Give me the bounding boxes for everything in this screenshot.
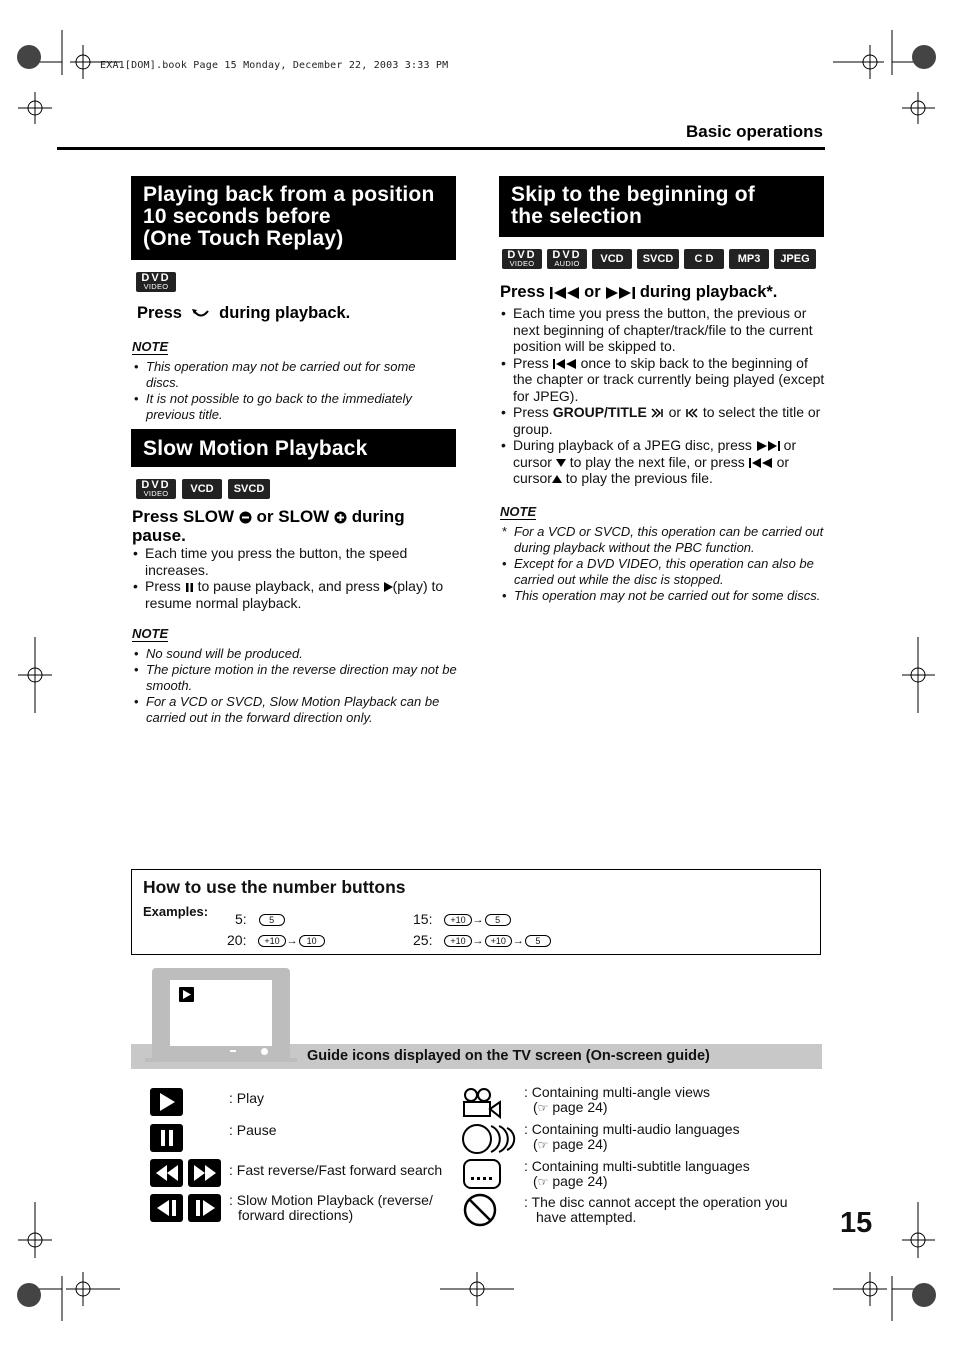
- arrow-icon: →: [512, 935, 524, 948]
- number-buttons-title: How to use the number buttons: [143, 877, 406, 897]
- note-item: • No sound will be produced.: [132, 646, 457, 662]
- note-item: • This operation may not be carried out for some discs.: [500, 588, 826, 604]
- plus10-button: +10: [444, 914, 471, 926]
- number-10-button: 10: [299, 935, 325, 947]
- pause-guide-icon: [150, 1124, 183, 1152]
- note-item: • For a VCD or SVCD, Slow Motion Playback can be carried out in the forward direction only.: [132, 694, 457, 726]
- page-number: 15: [840, 1207, 873, 1239]
- group-title-button-label: GROUP/TITLE: [552, 404, 647, 420]
- replay-title-line2: 10 seconds before: [143, 205, 331, 228]
- skip-title-banner: [499, 176, 824, 237]
- vcd-badge: VCD: [592, 249, 632, 269]
- dvd-audio-badge: DVD AUDIO: [547, 249, 587, 269]
- arrow-icon: →: [472, 914, 484, 927]
- legend-play: : Play: [229, 1090, 265, 1106]
- plus10-button: +10: [485, 935, 512, 947]
- number-buttons-box: [131, 869, 821, 955]
- skip-badges: [502, 249, 816, 269]
- legend-subtitle: : Containing multi-subtitle languages (☞ page 24): [524, 1158, 750, 1189]
- legend-search: : Fast reverse/Fast forward search: [229, 1162, 443, 1178]
- slow-title: Slow Motion Playback: [143, 437, 368, 460]
- replay-badges: [136, 272, 176, 292]
- slow-forward-guide-icon: [188, 1194, 221, 1222]
- plus10-button: +10: [258, 935, 285, 947]
- dvd-video-badge: DVD VIDEO: [136, 272, 176, 292]
- example-5: 5: 5: [235, 911, 285, 927]
- skip-forward-icon: [756, 441, 780, 451]
- replay-title-line1: Playing back from a position: [143, 183, 435, 206]
- file-header: EXA1[DOM].book Page 15 Monday, December 22, 2003 3:33 PM: [100, 60, 449, 71]
- bullet-item: • Press to pause playback, and press (play) to resume normal playback.: [131, 578, 461, 611]
- note-title: NOTE: [500, 504, 537, 519]
- note-item: • Except for a DVD VIDEO, this operation can also be carried out while the disc is stopped.: [500, 556, 826, 588]
- svcd-badge: SVCD: [228, 479, 270, 499]
- header-rule: [57, 147, 825, 150]
- skip-instruction: Press or during playback*.: [500, 283, 778, 301]
- slow-bullets: [131, 545, 461, 611]
- legend-angle: : Containing multi-angle views (☞ page 24): [524, 1084, 710, 1115]
- legend-pause: : Pause: [229, 1122, 277, 1138]
- slow-title-banner: [131, 429, 456, 467]
- replay-title-banner: [131, 176, 456, 260]
- number-5-button: 5: [259, 914, 285, 926]
- skip-forward-icon: [605, 287, 635, 299]
- play-guide-icon: [179, 987, 194, 1002]
- cd-badge: C D: [684, 249, 724, 269]
- play-guide-icon: [150, 1088, 183, 1116]
- replay-instruction: Press during playback.: [137, 304, 351, 322]
- skip-back-icon: [749, 458, 773, 468]
- skip-back-icon: [550, 287, 580, 299]
- slow-instruction: Press SLOW or SLOW during pause.: [132, 507, 405, 545]
- audio-languages-icon: [461, 1123, 517, 1160]
- note-item: • This operation may not be carried out for some discs.: [132, 359, 452, 391]
- example-20: 20: +10 → 10: [227, 932, 325, 948]
- note-item: • The picture motion in the reverse direction may not be smooth.: [132, 662, 457, 694]
- note-title: NOTE: [132, 339, 169, 354]
- legend-audio: : Containing multi-audio languages (☞ page 24): [524, 1121, 740, 1152]
- example-25: 25: +10 → +10 → 5: [413, 932, 551, 948]
- vcd-badge: VCD: [182, 479, 222, 499]
- number-5-button: 5: [485, 914, 511, 926]
- replay-title-line3: (One Touch Replay): [143, 227, 344, 250]
- camera-angle-icon: [462, 1087, 502, 1124]
- skip-note: [500, 503, 826, 604]
- tv-illustration: [152, 968, 290, 1060]
- skip-title-line1: Skip to the beginning of: [511, 183, 755, 206]
- pause-icon: [185, 583, 194, 592]
- bullet-item: • Press once to skip back to the beginning of the chapter or track currently being played (except for JPEG).: [499, 355, 825, 405]
- legend-prohibited: : The disc cannot accept the operation you have attempted.: [524, 1194, 788, 1225]
- prohibited-icon: [463, 1193, 497, 1232]
- bullet-item: • Each time you press the button, the speed increases.: [131, 545, 461, 578]
- dvd-video-badge: DVD VIDEO: [502, 249, 542, 269]
- slow-reverse-button-icon: [239, 511, 252, 524]
- group-next-icon: [651, 408, 665, 418]
- slow-forward-button-icon: [334, 511, 347, 524]
- dvd-video-badge: DVD VIDEO: [136, 479, 176, 499]
- note-item: • It is not possible to go back to the immediately previous title.: [132, 391, 452, 423]
- cursor-down-icon: [556, 459, 566, 467]
- reference-icon: ☞: [537, 1138, 549, 1152]
- cursor-up-icon: [552, 475, 562, 483]
- legend-slow: : Slow Motion Playback (reverse/ forward directions): [229, 1192, 433, 1223]
- fast-forward-guide-icon: [188, 1159, 221, 1187]
- reference-icon: ☞: [537, 1101, 549, 1115]
- number-5-button: 5: [525, 935, 551, 947]
- tv-screen: [170, 980, 272, 1046]
- group-prev-icon: [685, 408, 699, 418]
- fast-reverse-guide-icon: [150, 1159, 183, 1187]
- bullet-item: • Each time you press the button, the previous or next beginning of chapter/track/file to the current position will be skipped to.: [499, 305, 825, 355]
- replay-button-icon: [190, 307, 212, 321]
- arrow-icon: →: [472, 935, 484, 948]
- arrow-icon: →: [286, 935, 298, 948]
- plus10-button: +10: [444, 935, 471, 947]
- mp3-badge: MP3: [729, 249, 769, 269]
- slow-reverse-guide-icon: [150, 1194, 183, 1222]
- example-15: 15: +10 → 5: [413, 911, 511, 927]
- bullet-item: • Press GROUP/TITLE or to select the title or group.: [499, 404, 825, 437]
- jpeg-badge: JPEG: [774, 249, 816, 269]
- tv-power-light: [261, 1048, 268, 1055]
- bullet-item: • During playback of a JPEG disc, press or cursor to play the next file, or press or cursor to play the previous file.: [499, 437, 825, 487]
- examples-label: Examples:: [143, 904, 209, 919]
- skip-title-line2: the selection: [511, 205, 642, 228]
- tv-indicator-dots: [230, 1050, 236, 1052]
- slow-badges: [136, 479, 270, 499]
- subtitle-languages-icon: [462, 1158, 502, 1195]
- play-icon: [384, 582, 393, 592]
- slow-note: [132, 625, 457, 726]
- skip-bullets: [499, 305, 825, 487]
- section-label: Basic operations: [686, 122, 823, 141]
- svcd-badge: SVCD: [637, 249, 679, 269]
- replay-note: [132, 338, 452, 423]
- note-title: NOTE: [132, 626, 169, 641]
- note-item: * For a VCD or SVCD, this operation can be carried out during playback without the PBC function.: [500, 524, 826, 556]
- reference-icon: ☞: [537, 1175, 549, 1189]
- skip-back-icon: [553, 359, 577, 369]
- guide-title: Guide icons displayed on the TV screen (On-screen guide): [307, 1048, 710, 1064]
